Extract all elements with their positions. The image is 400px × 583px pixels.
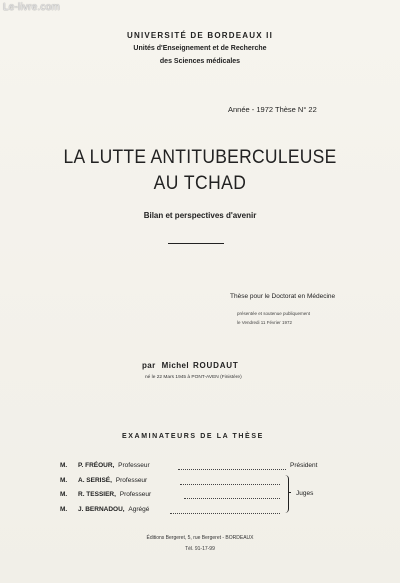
degree-text: Thèse pour le Doctorat en Médecine xyxy=(230,293,336,300)
examiner-position: Président xyxy=(290,462,318,469)
leader-dots xyxy=(178,469,286,471)
jury-brace-tip xyxy=(288,492,291,493)
unit-line-1: Unités d'Enseignement et de Recherche xyxy=(133,45,267,52)
unit-line-2: des Sciences médicales xyxy=(159,58,241,65)
examiner-title: M. xyxy=(60,462,68,469)
author-birth: né le 22 Mars 1945 à PONT-AVEN (Finistère) xyxy=(145,375,242,380)
examiner-role: Professeur xyxy=(115,477,148,484)
title-line-1: LA LUTTE ANTITUBERCULEUSE xyxy=(63,147,337,168)
examiner-row xyxy=(60,477,147,484)
examiner-name: R. TESSIER, xyxy=(78,491,116,498)
author-line xyxy=(142,361,239,370)
publisher-phone: Tél. 91-17-99 xyxy=(185,546,215,552)
examiner-title: M. xyxy=(60,491,68,498)
examiner-role: Professeur xyxy=(119,491,152,498)
examiner-row xyxy=(60,491,151,498)
examiner-name: A. SERISÉ, xyxy=(78,477,112,484)
examiners-heading: EXAMINATEURS DE LA THÈSE xyxy=(122,433,264,440)
examiner-name: J. BERNADOU, xyxy=(78,506,125,513)
thesis-number: Année - 1972 Thèse N° 22 xyxy=(228,105,317,114)
examiner-role: Agrégé xyxy=(128,506,150,513)
author-prefix: par xyxy=(142,361,156,370)
publisher-address: Éditions Bergeret, 5, rue Bergeret - BORDEAUX xyxy=(146,535,254,541)
examiner-name: P. FRÉOUR, xyxy=(78,462,115,469)
jury-brace xyxy=(284,475,289,513)
leader-dots xyxy=(170,513,280,515)
subtitle: Bilan et perspectives d'avenir xyxy=(143,211,257,220)
title-line-2: AU TCHAD xyxy=(153,173,247,194)
defense-line-2: le Vendredi 11 Février 1972 xyxy=(237,320,292,325)
leader-dots xyxy=(180,484,280,486)
divider-rule xyxy=(168,243,224,244)
examiner-title: M. xyxy=(60,506,68,513)
examiner-row xyxy=(60,506,149,513)
university-name: UNIVERSITÉ DE BORDEAUX II xyxy=(126,31,273,40)
examiner-row xyxy=(60,462,150,469)
defense-line-1: présentée et soutenue publiquement xyxy=(237,311,311,316)
examiner-role: Professeur xyxy=(118,462,150,469)
author-first-name: Michel xyxy=(161,361,189,370)
author-last-name: ROUDAUT xyxy=(192,361,239,370)
leader-dots xyxy=(184,498,280,500)
examiner-title: M. xyxy=(60,477,68,484)
jury-label: Juges xyxy=(296,490,314,497)
watermark-logo: Le-livre.com xyxy=(3,2,60,13)
